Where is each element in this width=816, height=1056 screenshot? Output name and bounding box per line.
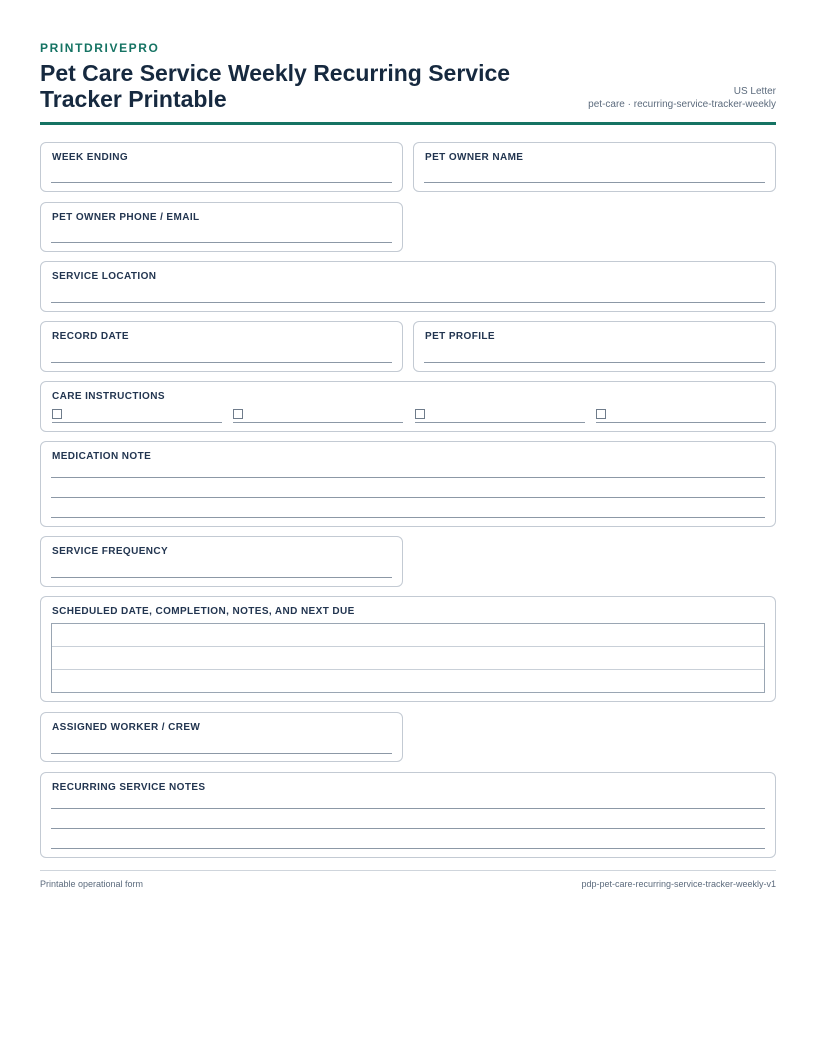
checkbox[interactable]: [596, 409, 606, 419]
brand-logo-text: PRINTDRIVEPRO: [40, 41, 160, 55]
paper-size: US Letter: [733, 86, 776, 97]
pet-owner-contact-label: PET OWNER PHONE / EMAIL: [52, 212, 200, 223]
recurring-notes-write-line[interactable]: [51, 828, 765, 829]
header-divider: [40, 122, 776, 125]
service-frequency-label: SERVICE FREQUENCY: [52, 546, 169, 557]
care-instruction-write-line[interactable]: [52, 422, 222, 423]
service-frequency-write-line[interactable]: [51, 577, 392, 578]
care-instruction-item: [233, 409, 403, 425]
care-instruction-write-line[interactable]: [596, 422, 766, 423]
schedule-table: [51, 623, 765, 693]
table-row[interactable]: [52, 670, 764, 693]
week-ending-label: WEEK ENDING: [52, 152, 129, 163]
pet-profile-field: [413, 321, 776, 372]
care-instructions-label: CARE INSTRUCTIONS: [52, 391, 165, 402]
table-row[interactable]: [52, 647, 764, 670]
medication-note-write-line[interactable]: [51, 477, 765, 478]
schedule-table-label: SCHEDULED DATE, COMPLETION, NOTES, AND NEXT DUE: [52, 606, 355, 617]
pet-owner-name-label: PET OWNER NAME: [425, 152, 524, 163]
checkbox[interactable]: [233, 409, 243, 419]
medication-note-label: MEDICATION NOTE: [52, 451, 152, 462]
recurring-notes-field: [40, 772, 776, 858]
document-meta: [588, 85, 776, 111]
recurring-notes-label: RECURRING SERVICE NOTES: [52, 782, 206, 793]
recurring-notes-write-line[interactable]: [51, 808, 765, 809]
care-instruction-write-line[interactable]: [415, 422, 585, 423]
recurring-notes-write-line[interactable]: [51, 848, 765, 849]
care-instruction-item: [415, 409, 585, 425]
medication-note-write-line[interactable]: [51, 517, 765, 518]
pet-owner-contact-write-line[interactable]: [51, 242, 392, 243]
document-slug: pet-care · recurring-service-tracker-weekly: [588, 99, 776, 110]
service-location-label: SERVICE LOCATION: [52, 271, 157, 282]
checkbox[interactable]: [52, 409, 62, 419]
medication-note-field: [40, 441, 776, 527]
page-title: Pet Care Service Weekly Recurring Service Tracker Printable: [40, 60, 511, 112]
care-instruction-item: [596, 409, 766, 425]
record-date-field: [40, 321, 403, 372]
footer-form-id: pdp-pet-care-recurring-service-tracker-weekly-v1: [581, 879, 776, 889]
pet-owner-name-write-line[interactable]: [424, 182, 765, 183]
service-location-field: [40, 261, 776, 312]
assigned-worker-field: [40, 712, 403, 762]
care-instructions-field: [40, 381, 776, 432]
week-ending-field: [40, 142, 403, 192]
record-date-write-line[interactable]: [51, 362, 392, 363]
care-instruction-item: [52, 409, 222, 425]
record-date-label: RECORD DATE: [52, 331, 129, 342]
service-location-write-line[interactable]: [51, 302, 765, 303]
pet-profile-write-line[interactable]: [424, 362, 765, 363]
pet-owner-name-field: [413, 142, 776, 192]
pet-owner-contact-field: [40, 202, 403, 252]
assigned-worker-write-line[interactable]: [51, 753, 392, 754]
footer-caption: Printable operational form: [40, 879, 144, 889]
assigned-worker-label: ASSIGNED WORKER / CREW: [52, 722, 201, 733]
checkbox[interactable]: [415, 409, 425, 419]
care-instruction-write-line[interactable]: [233, 422, 403, 423]
service-frequency-field: [40, 536, 403, 587]
footer-divider: [40, 870, 776, 871]
medication-note-write-line[interactable]: [51, 497, 765, 498]
week-ending-write-line[interactable]: [51, 182, 392, 183]
pet-profile-label: PET PROFILE: [425, 331, 495, 342]
table-row[interactable]: [52, 624, 764, 647]
schedule-table-field: [40, 596, 776, 702]
